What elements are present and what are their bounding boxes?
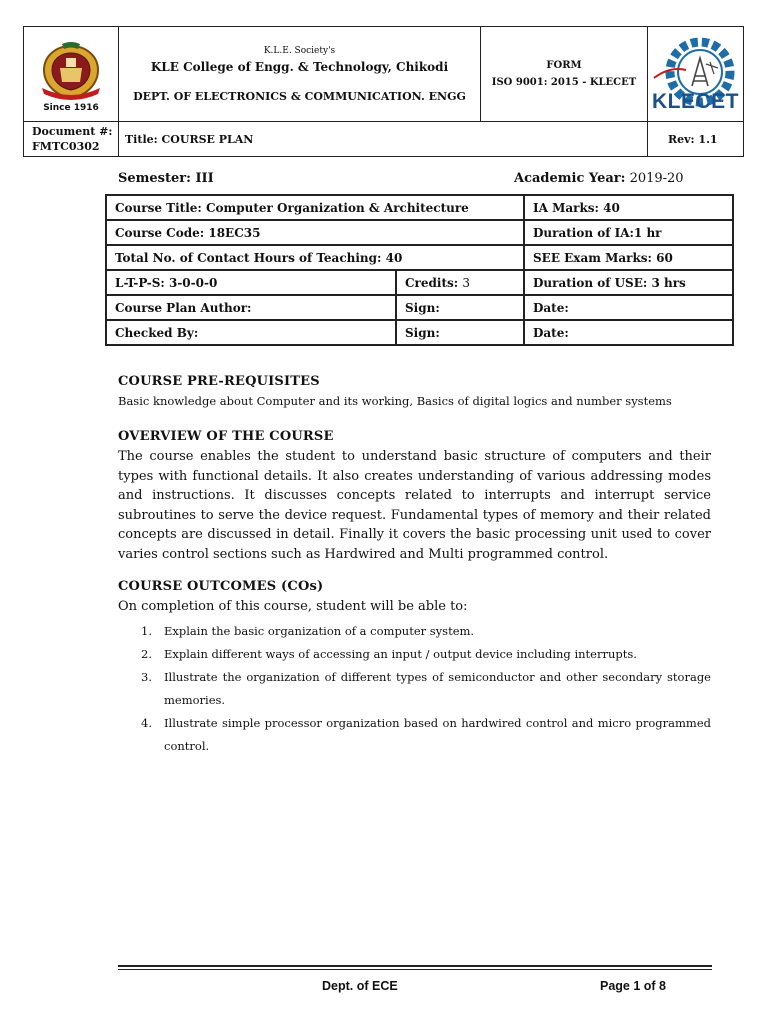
table-row <box>106 220 733 245</box>
academic-year-label: Academic Year: <box>514 171 626 186</box>
credits-value: 3 <box>462 275 471 290</box>
since-year: Since 1916 <box>43 103 99 113</box>
see-marks: SEE Exam Marks: 60 <box>524 245 733 270</box>
department-name: DEPT. OF ELECTRONICS & COMMUNICATION. ENGG <box>133 89 466 103</box>
footer-rule <box>118 965 712 967</box>
iso-label: ISO 9001: 2015 - KLECET <box>491 77 637 88</box>
semester: Semester: III <box>118 171 214 186</box>
course-info-table <box>105 194 734 346</box>
course-title: Course Title: Computer Organization & Architecture <box>106 195 524 220</box>
kle-crest-logo <box>36 42 106 104</box>
duration-use: Duration of USE: 3 hrs <box>524 270 733 295</box>
revision: Rev: 1.1 <box>648 122 744 157</box>
table-row <box>106 195 733 220</box>
academic-year-value: 2019-20 <box>629 171 684 186</box>
outcome-text: Explain different ways of accessing an input / output device including interrupts. <box>164 647 637 661</box>
document-title: Title: COURSE PLAN <box>119 122 648 157</box>
document-number: FMTC0302 <box>32 140 100 153</box>
course-plan-author: Course Plan Author: <box>106 295 396 320</box>
contact-hours: Total No. of Contact Hours of Teaching: 40 <box>106 245 524 270</box>
course-code: Course Code: 18EC35 <box>106 220 524 245</box>
document-label: Document #: <box>32 125 113 138</box>
outcome-number: 2. <box>141 647 152 661</box>
credits-label: Credits: <box>405 275 459 290</box>
outcome-number: 4. <box>141 716 152 730</box>
outcomes-list <box>141 620 711 760</box>
outcome-text: Illustrate simple processor organization based on hardwired control and micro programmed control. <box>164 716 711 753</box>
table-row <box>106 270 733 295</box>
outcomes-heading: COURSE OUTCOMES (COs) <box>118 579 324 594</box>
ltps: L-T-P-S: 3-0-0-0 <box>106 270 396 295</box>
author-sign: Sign: <box>396 295 524 320</box>
document-header <box>23 26 744 157</box>
klecet-logo-cell <box>648 27 744 122</box>
table-row <box>106 295 733 320</box>
prerequisites-text: Basic knowledge about Computer and its working, Basics of digital logics and number systems <box>118 394 672 408</box>
college-name: KLE College of Engg. & Technology, Chikodi <box>150 59 449 74</box>
overview-heading: OVERVIEW OF THE COURSE <box>118 429 334 444</box>
outcome-number: 3. <box>141 670 152 684</box>
checker-date: Date: <box>524 320 733 345</box>
ia-marks: IA Marks: 40 <box>524 195 733 220</box>
duration-ia: Duration of IA:1 hr <box>524 220 733 245</box>
credits <box>396 270 524 295</box>
academic-year <box>514 171 684 186</box>
footer-dept: Dept. of ECE <box>322 979 398 993</box>
checked-by: Checked By: <box>106 320 396 345</box>
overview-text: The course enables the student to understand basic structure of computers and their types with functional details. It also creates understanding of various addressing modes and instructions. It discusses concepts related to interrupts and interrupt service subroutines to serve the device request. Fundamental types of memory and their related concepts are discussed in detail. Finally it covers the basic processing unit used to cover varies control sections such as Hardwired and Multi programmed control. <box>118 449 711 562</box>
table-row <box>106 245 733 270</box>
author-date: Date: <box>524 295 733 320</box>
kle-logo-cell <box>24 27 119 122</box>
institution-cell <box>119 27 481 122</box>
outcome-text: Explain the basic organization of a computer system. <box>164 624 475 638</box>
checker-sign: Sign: <box>396 320 524 345</box>
society-name: K.L.E. Society's <box>263 45 336 56</box>
footer-rule-thin <box>118 969 712 970</box>
prerequisites-heading: COURSE PRE-REQUISITES <box>118 374 320 389</box>
form-cell <box>481 27 648 122</box>
outcome-number: 1. <box>141 624 152 638</box>
klecet-logo-text: KLECET <box>652 90 739 113</box>
footer-page-number: Page 1 of 8 <box>600 979 666 993</box>
outcomes-intro: On completion of this course, student will be able to: <box>118 599 468 614</box>
table-row <box>106 320 733 345</box>
document-number-cell <box>24 122 119 157</box>
form-label: FORM <box>546 60 582 71</box>
outcome-text: Illustrate the organization of different types of semiconductor and other secondary storage memories. <box>164 670 711 707</box>
